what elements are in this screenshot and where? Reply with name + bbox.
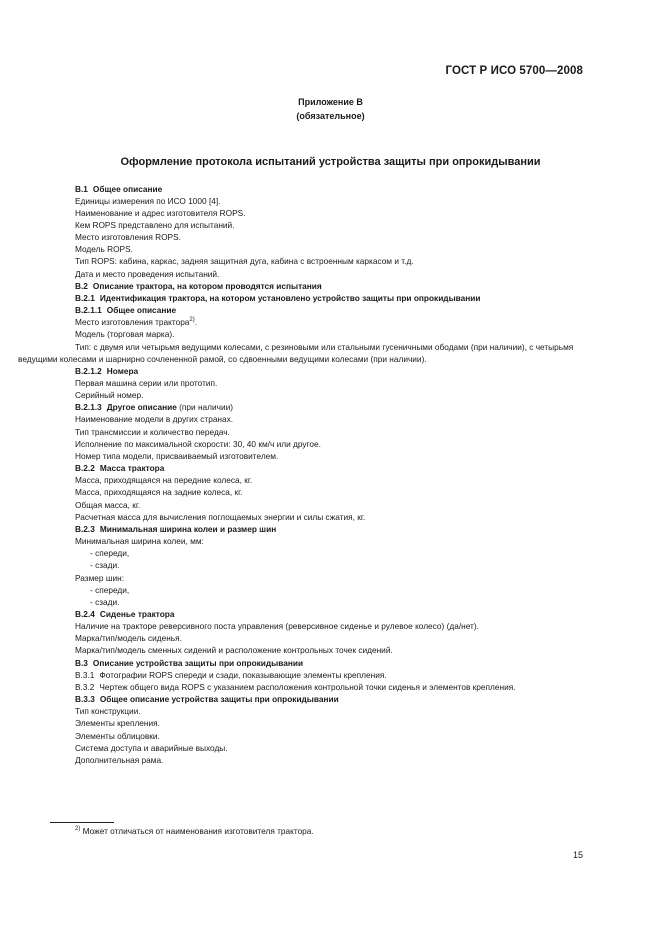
list-item: Общая масса, кг.: [75, 499, 141, 510]
list-item: Элементы облицовки.: [75, 730, 160, 741]
appendix-status: (обязательное): [296, 111, 365, 121]
footnote-marker: 2): [75, 826, 81, 833]
list-item: Наименование модели в других странах.: [75, 414, 234, 425]
list-item: Место изготовления трактора$^{2)}$.: [75, 317, 198, 328]
clause-b32: В.3.2 Чертеж общего вида ROPS с указанием расположения контрольной точки сиденья и элементов крепления.: [75, 681, 516, 692]
document-body: [0, 183, 661, 767]
section-heading-b3: В.3 Описание устройства защиты при опрокидывании: [75, 657, 304, 668]
list-item: Дата и место проведения испытаний.: [75, 268, 220, 279]
list-item: Марка/тип/модель сменных сидений и расположение контрольных точек сидений.: [75, 645, 393, 656]
list-item: Тип конструкции.: [75, 706, 141, 717]
tyre-size-label: Размер шин:: [75, 572, 124, 583]
list-item: Серийный номер.: [75, 390, 144, 401]
appendix-title: Приложение В: [298, 97, 363, 107]
type-paragraph: Тип: с двумя или четырьмя ведущими колесами, с резиновыми или стальными гусеничными ободами (при наличии), с четырьмя ведущими колесами и шарнирно сочлененной рамой, со сдвоенными ведущими колесами (при наличии).: [18, 341, 574, 364]
list-item: Наличие на тракторе реверсивного поста управления (реверсивное сиденье и рулевое колесо) (да/нет).: [75, 621, 479, 632]
list-item: Тип ROPS: кабина, каркас, задняя защитная дуга, кабина с встроенным каркасом и т.д.: [75, 256, 414, 267]
standard-code-header: ГОСТ Р ИСО 5700—2008: [445, 65, 583, 77]
section-heading-b21: В.2.1 Идентификация трактора, на котором установлено устройство защиты при опрокидывании: [75, 292, 481, 303]
appendix-heading: [0, 95, 661, 123]
list-item: Место изготовления ROPS.: [75, 232, 181, 243]
list-item: Единицы измерения по ИСО 1000 [4].: [75, 195, 221, 206]
page-number: 15: [572, 850, 583, 860]
section-heading-b2: В.2 Описание трактора, на котором проводятся испытания: [75, 280, 322, 291]
list-item: Дополнительная рама.: [75, 754, 164, 765]
track-width-label: Минимальная ширина колеи, мм:: [75, 536, 204, 547]
list-item: Модель (торговая марка).: [75, 329, 175, 340]
footnote-text: Может отличаться от наименования изготовителя трактора.: [82, 826, 314, 836]
section-heading-b23: В.2.3 Минимальная ширина колеи и размер шин: [75, 523, 277, 534]
list-item: Кем ROPS представлено для испытаний.: [75, 219, 235, 230]
list-item: Элементы крепления.: [75, 718, 160, 729]
section-heading-b33: В.3.3 Общее описание устройства защиты при опрокидывании: [75, 694, 339, 705]
clause-b31: В.3.1 Фотографии ROPS спереди и сзади, показывающие элементы крепления.: [75, 669, 387, 680]
list-item: - сзади.: [90, 596, 120, 607]
section-heading-b211: В.2.1.1 Общее описание: [75, 305, 177, 316]
list-item: Исполнение по максимальной скорости: 30, 40 км/ч или другое.: [75, 438, 321, 449]
footnote: [75, 826, 314, 836]
list-item: Масса, приходящаяся на передние колеса, кг.: [75, 475, 253, 486]
footnote-reference[interactable]: 2): [189, 317, 195, 324]
section-heading-b212: В.2.1.2 Номера: [75, 365, 139, 376]
list-item: Номер типа модели, присваиваемый изготовителем.: [75, 450, 279, 461]
list-item: Марка/тип/модель сиденья.: [75, 633, 182, 644]
list-item: Расчетная масса для вычисления поглощаемых энергии и силы сжатия, кг.: [75, 511, 366, 522]
list-item: Тип трансмиссии и количество передач.: [75, 426, 230, 437]
section-heading-b1: В.1 Общее описание: [75, 183, 163, 194]
list-item: - спереди,: [90, 548, 130, 559]
document-title: Оформление протокола испытаний устройства защиты при опрокидывании: [120, 156, 541, 168]
section-heading-b24: В.2.4 Сиденье трактора: [75, 608, 175, 619]
list-item: Система доступа и аварийные выходы.: [75, 742, 228, 753]
section-heading-b213: В.2.1.3 Другое описание (при наличии): [75, 402, 233, 413]
list-item: Модель ROPS.: [75, 244, 133, 255]
list-item: Наименование и адрес изготовителя ROPS.: [75, 207, 246, 218]
list-item: Масса, приходящаяся на задние колеса, кг.: [75, 487, 243, 498]
section-heading-b22: В.2.2 Масса трактора: [75, 463, 165, 474]
list-item: - спереди,: [90, 584, 130, 595]
list-item: Первая машина серии или прототип.: [75, 378, 218, 388]
list-item: - сзади.: [90, 560, 120, 571]
footnote-divider: [50, 822, 114, 823]
